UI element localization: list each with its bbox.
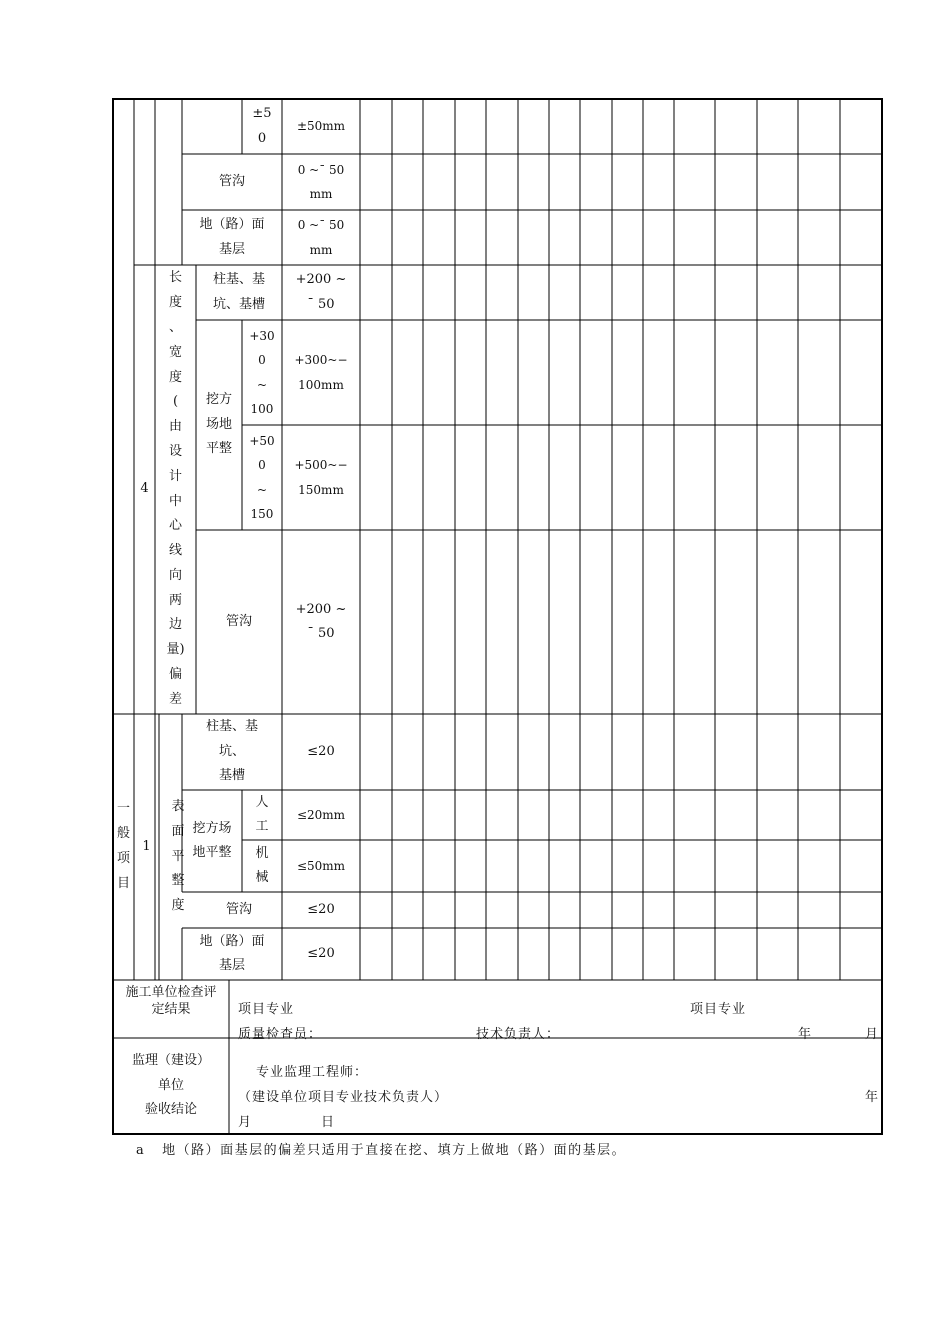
item4-group-label: 挖方 场地 平整 [205,392,232,457]
general-row4-tolerance: ≤20 [307,901,335,917]
construction-month: 月 [865,1027,880,1042]
item4-number: 4 [140,481,149,497]
qc-inspector-label: 质量检查员： [238,1027,323,1042]
general-row4-label: 管沟 [225,901,252,917]
item4-row2-tolerance: +300~− 100mm [294,353,348,392]
owner-tech-lead-label: （建设单位项目专业技术负责人） [238,1090,449,1105]
general-row2-tolerance: ≤20mm [296,807,346,822]
item4-row2-sub: +30 0 ~ 100 [249,328,275,416]
top-row2-tolerance: 0 ~ˉ 50 mm [297,162,345,201]
supervision-conclusion-label: 监理（建设） 单位 验收结论 [131,1053,210,1118]
tech-lead-label: 技术负责人： [476,1027,561,1042]
top-row1-sub: ±5 0 [252,106,272,146]
supervision-year: 年 [865,1090,880,1105]
general-row3-tolerance: ≤50mm [296,858,346,873]
general-row5-label: 地（路）面 基层 [199,933,265,973]
general-section-label: 一 般 项 目 [116,801,130,891]
item4-row3-sub: +50 0 ~ 150 [249,433,275,521]
construction-result-label: 施工单位检查评 定结果 [125,985,217,1017]
supervision-month: 月 [238,1115,253,1130]
general-row3-sub: 机 械 [255,845,269,885]
footnote: a 地（路）面基层的偏差只适用于直接在挖、填方上做地（路）面的基层。 [136,1143,627,1158]
item4-row4-label: 管沟 [225,613,252,629]
construction-year: 年 [798,1027,813,1042]
item4-row4-tolerance: +200 ~ ˉ 50 [295,601,347,641]
item4-row1-label: 柱基、基 坑、基槽 [212,272,265,312]
project-specialty-right: 项目专业 [690,1002,747,1017]
general-group-label: 挖方场 地平整 [192,820,232,860]
top-row3-tolerance: 0 ~ˉ 50 mm [297,218,345,257]
top-row1-tolerance: ±50mm [296,119,346,134]
project-specialty-left: 项目专业 [238,1002,295,1017]
general-item-number: 1 [142,838,151,854]
general-row5-tolerance: ≤20 [307,945,335,961]
supervision-day: 日 [321,1115,336,1130]
item4-row3-tolerance: +500~− 150mm [294,458,348,497]
general-row1-tolerance: ≤20 [307,743,335,759]
general-row2-sub: 人 工 [255,794,269,834]
general-item-name: 表 面 平 整 度 [171,799,185,914]
top-row2-label: 管沟 [218,173,245,189]
supervising-engineer-label: 专业监理工程师： [256,1065,369,1080]
top-row3-label: 地（路）面 基层 [199,217,265,257]
general-row1-label: 柱基、基 坑、 基槽 [205,719,258,784]
item4-row1-tolerance: +200 ~ ˉ 50 [295,272,347,312]
item4-name: 长 度 、 宽 度 ( 由 设 计 中 心 线 向 两 边 量) 偏 差 [166,270,185,707]
